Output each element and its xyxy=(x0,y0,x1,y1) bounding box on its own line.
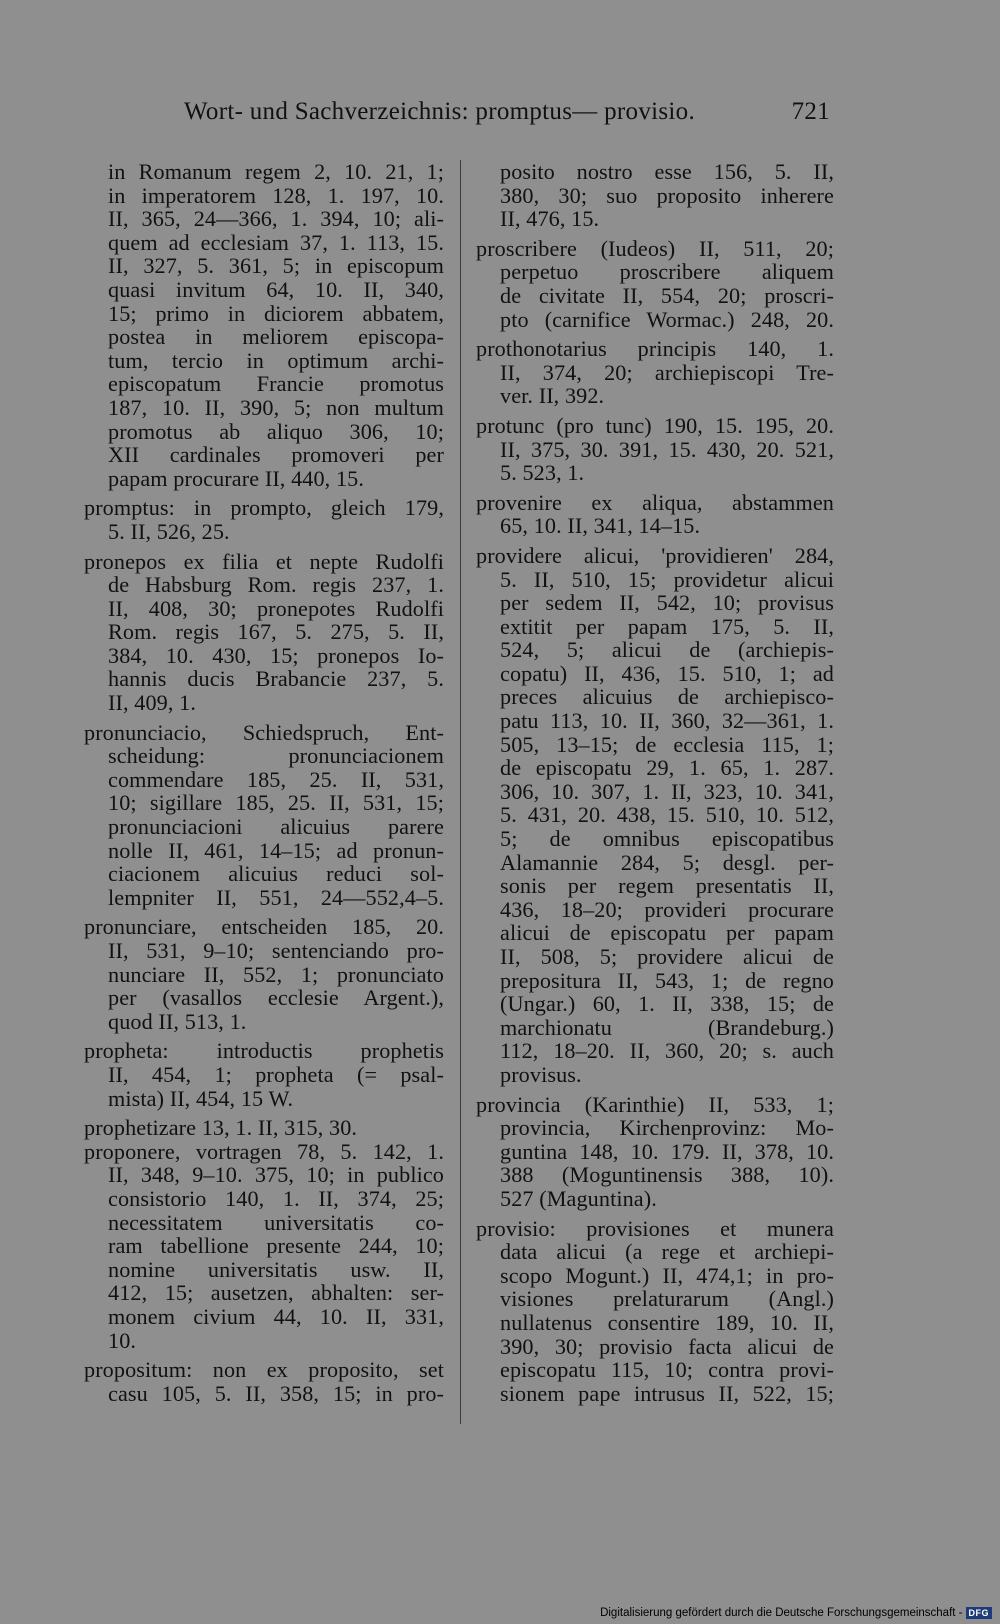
footer-credit xyxy=(600,1604,992,1622)
index-line: sionem pape intrusus II, 522, 15; xyxy=(500,1380,834,1406)
index-line: nullatenus consentire 189, 10. II, xyxy=(500,1309,834,1335)
index-line: provenire ex aliqua, abstammen xyxy=(476,489,834,515)
index-line: quasi invitum 64, 10. II, 340, xyxy=(108,276,444,302)
index-line: II, 476, 15. xyxy=(500,206,600,232)
index-line: protunc (pro tunc) 190, 15. 195, 20. xyxy=(476,412,834,438)
index-line: nomine universitatis usw. II, xyxy=(108,1256,444,1282)
index-line: 5. II, 526, 25. xyxy=(108,518,230,544)
index-line: 187, 10. II, 390, 5; non multum xyxy=(108,394,444,420)
index-line: preces alicuius de archiepisco- xyxy=(500,684,834,710)
index-line: II, 365, 24—366, 1. 394, 10; ali- xyxy=(108,206,444,232)
index-line: ver. II, 392. xyxy=(500,383,605,409)
running-title: Wort- und Sachverzeichnis: promptus— provisio. xyxy=(184,98,696,125)
index-line: scheidung: pronunciacionem xyxy=(108,743,444,769)
index-line: II, 327, 5. 361, 5; in episcopum xyxy=(108,253,444,279)
index-line: 412, 15; ausetzen, abhalten: ser- xyxy=(108,1280,444,1306)
index-line: II, 508, 5; providere alicui de xyxy=(500,944,834,969)
index-line: 5; de omnibus episcopatibus xyxy=(500,826,834,852)
index-line: per (vasallos ecclesie Argent.), xyxy=(108,985,444,1011)
index-line: pronunciare, entscheiden 185, 20. xyxy=(84,914,444,940)
index-line: 505, 13–15; de ecclesia 115, 1; xyxy=(500,731,834,757)
index-line: proscribere (Iudeos) II, 511, 20; xyxy=(476,235,834,261)
index-line: pto (carnifice Wormac.) 248, 20. xyxy=(500,306,834,332)
index-line: 390, 30; provisio facta alicui de xyxy=(500,1333,834,1359)
index-line: guntina 148, 10. 179. II, 378, 10. xyxy=(500,1138,834,1164)
index-line: copatu) II, 436, 15. 510, 1; ad xyxy=(500,660,834,686)
index-line: promotus ab aliquo 306, 10; xyxy=(108,418,444,444)
index-line: provincia (Karinthie) II, 533, 1; xyxy=(476,1091,834,1117)
index-line: ciacionem alicuius reduci sol- xyxy=(108,861,444,887)
index-line: 15; primo in diciorem abbatem, xyxy=(108,300,444,326)
index-line: Alamannie 284, 5; desgl. per- xyxy=(500,849,834,875)
index-line: propositum: non ex proposito, set xyxy=(84,1357,444,1383)
index-line: 436, 18–20; provideri procurare xyxy=(500,896,834,922)
footer-text: Digitalisierung gefördert durch die Deutsche Forschungsgemeinschaft - xyxy=(600,1607,963,1619)
index-line: Rom. regis 167, 5. 275, 5. II, xyxy=(108,619,444,645)
index-line: in imperatorem 128, 1. 197, 10. xyxy=(108,182,444,208)
index-line: casu 105, 5. II, 358, 15; in pro- xyxy=(108,1380,444,1406)
index-line: 527 (Maguntina). xyxy=(500,1185,657,1211)
index-column-right xyxy=(476,160,834,1405)
index-line: 384, 10. 430, 15; pronepos Io- xyxy=(108,642,444,668)
index-line: 112, 18–20. II, 360, 20; s. auch xyxy=(500,1038,834,1064)
index-line: 388 (Moguntinensis 388, 10). xyxy=(500,1162,834,1188)
page-number: 721 xyxy=(791,98,830,125)
index-line: posito nostro esse 156, 5. II, xyxy=(500,159,834,184)
dfg-logo: DFG xyxy=(966,1607,993,1619)
index-line: ram tabellione presente 244, 10; xyxy=(108,1233,444,1259)
index-line: II, 454, 1; propheta (= psal- xyxy=(108,1061,444,1087)
index-line: 306, 10. 307, 1. II, 323, 10. 341, xyxy=(500,778,834,804)
index-line: scopo Mogunt.) II, 474,1; in pro- xyxy=(500,1262,834,1288)
index-line: tum, tercio in optimum archi- xyxy=(108,347,444,373)
index-line: visiones prelaturarum (Angl.) xyxy=(500,1286,834,1312)
index-line: II, 375, 30. 391, 15. 430, 20. 521, xyxy=(500,436,834,462)
index-line: episcopatu 115, 10; contra provi- xyxy=(500,1357,834,1383)
index-line: consistorio 140, 1. II, 374, 25; xyxy=(108,1185,444,1211)
index-line: marchionatu (Brandeburg.) xyxy=(500,1014,834,1040)
index-line: postea in meliorem episcopa- xyxy=(108,324,444,350)
index-line: per sedem II, 542, 10; provisus xyxy=(500,590,834,616)
index-line: provisus. xyxy=(500,1061,582,1087)
index-line: 65, 10. II, 341, 14–15. xyxy=(500,513,701,539)
index-line: promptus: in prompto, gleich 179, xyxy=(84,495,444,521)
index-line: II, 531, 9–10; sentenciando pro- xyxy=(108,938,444,963)
index-line: pronepos ex filia et nepte Rudolfi xyxy=(84,548,444,574)
index-line: propheta: introductis prophetis xyxy=(84,1038,444,1064)
index-line: pronunciacioni alicuius parere xyxy=(108,814,444,840)
index-line: quem ad ecclesiam 37, 1. 113, 15. xyxy=(108,229,444,255)
column-divider xyxy=(460,160,461,1424)
index-line: prothonotarius principis 140, 1. xyxy=(476,336,834,362)
index-line: nunciare II, 552, 1; pronunciato xyxy=(108,961,444,987)
page-header xyxy=(184,98,830,132)
index-line: pronunciacio, Schiedspruch, Ent- xyxy=(84,719,444,745)
index-line: prophetizare 13, 1. II, 315, 30. xyxy=(84,1115,358,1141)
index-line: 5. II, 510, 15; providetur alicui xyxy=(500,566,834,592)
index-line: perpetuo proscribere aliquem xyxy=(500,259,834,285)
index-line: 524, 5; alicui de (archiepis- xyxy=(500,637,834,663)
index-line: II, 409, 1. xyxy=(108,690,196,716)
index-line: 10; sigillare 185, 25. II, 531, 15; xyxy=(108,790,444,816)
index-line: (Ungar.) 60, 1. II, 338, 15; de xyxy=(500,991,834,1017)
index-line: prepositura II, 543, 1; de regno xyxy=(500,967,834,993)
index-line: alicui de episcopatu per papam xyxy=(500,920,834,946)
index-line: sonis per regem presentatis II, xyxy=(500,873,834,899)
index-line: II, 348, 9–10. 375, 10; in publico xyxy=(108,1162,444,1188)
index-line: 380, 30; suo proposito inherere xyxy=(500,182,834,208)
index-column-left xyxy=(84,160,444,1405)
index-line: episcopatum Francie promotus xyxy=(108,371,444,397)
index-line: XII cardinales promoveri per xyxy=(108,442,444,468)
index-line: commendare 185, 25. II, 531, xyxy=(108,766,444,792)
index-line: de episcopatu 29, 1. 65, 1. 287. xyxy=(500,755,834,781)
index-line: II, 408, 30; pronepotes Rudolfi xyxy=(108,595,444,621)
index-line: extitit per papam 175, 5. II, xyxy=(500,613,834,639)
index-line: in Romanum regem 2, 10. 21, 1; xyxy=(108,159,444,184)
index-line: mista) II, 454, 15 W. xyxy=(108,1085,294,1111)
index-line: provincia, Kirchenprovinz: Mo- xyxy=(500,1115,834,1141)
index-line: II, 374, 20; archiepiscopi Tre- xyxy=(500,359,834,385)
index-line: data alicui (a rege et archiepi- xyxy=(500,1239,834,1265)
index-line: quod II, 513, 1. xyxy=(108,1008,247,1034)
index-line: providere alicui, 'providieren' 284, xyxy=(476,542,834,568)
index-line: patu 113, 10. II, 360, 32—361, 1. xyxy=(500,708,834,734)
index-line: 5. 431, 20. 438, 15. 510, 10. 512, xyxy=(500,802,834,828)
index-line: hannis ducis Brabancie 237, 5. xyxy=(108,666,444,692)
index-line: provisio: provisiones et munera xyxy=(476,1215,834,1241)
index-line: papam procurare II, 440, 15. xyxy=(108,465,365,491)
index-line: de civitate II, 554, 20; proscri- xyxy=(500,282,834,308)
index-line: lempniter II, 551, 24—552,4–5. xyxy=(108,884,444,910)
index-line: 5. 523, 1. xyxy=(500,460,585,486)
index-line: necessitatem universitatis co- xyxy=(108,1209,444,1235)
index-line: de Habsburg Rom. regis 237, 1. xyxy=(108,572,444,598)
index-line: monem civium 44, 10. II, 331, xyxy=(108,1303,444,1329)
index-line: 10. xyxy=(108,1327,137,1353)
index-line: nolle II, 461, 14–15; ad pronun- xyxy=(108,837,444,863)
index-line: proponere, vortragen 78, 5. 142, 1. xyxy=(84,1138,444,1164)
